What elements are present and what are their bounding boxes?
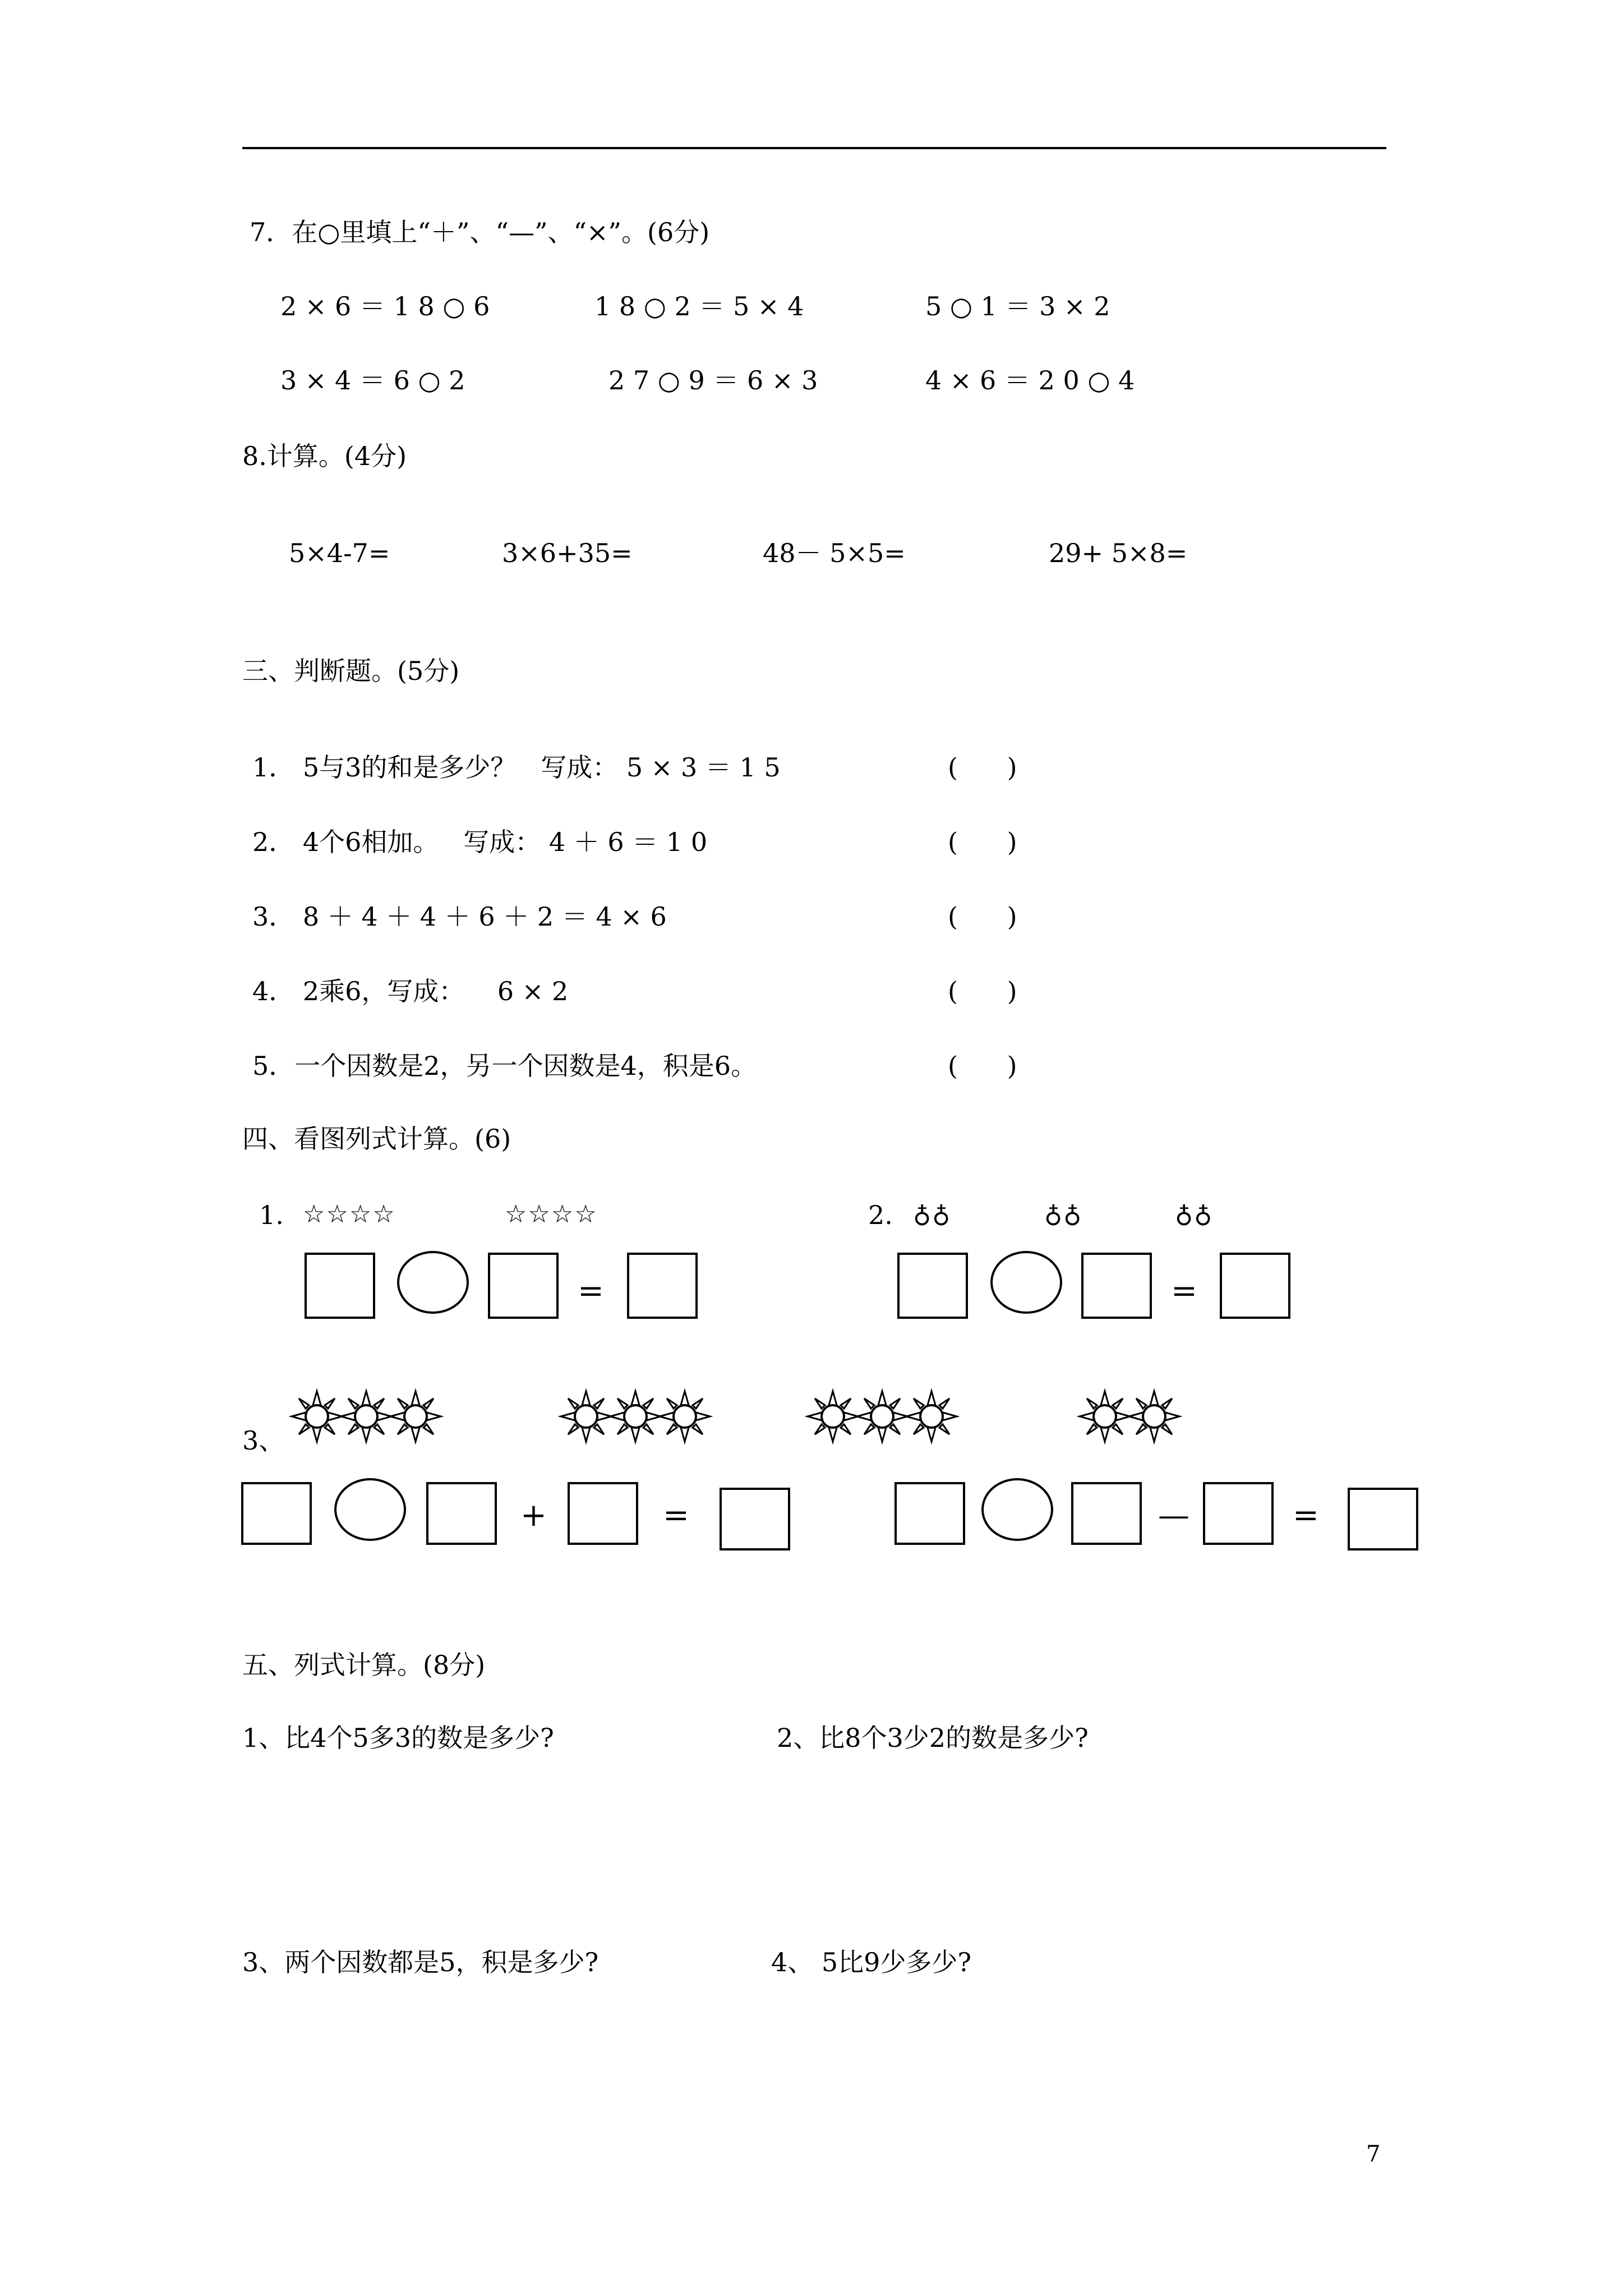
- operator-circle[interactable]: [990, 1251, 1062, 1314]
- sun-icon: [1080, 1391, 1130, 1442]
- pear-group-3: ♁♁: [1175, 1200, 1214, 1228]
- judge-item-1: 1． 5与3的和是多少？ 写成： 5 × 3 ＝ 1 5: [252, 752, 781, 783]
- sun-icon: [660, 1391, 710, 1442]
- equation-7-2: 1 8 ○ 2 ＝ 5 × 4: [594, 291, 804, 321]
- judge-bracket-5: ( ): [948, 1051, 1017, 1081]
- q3-label: 3、: [242, 1425, 285, 1456]
- equation-7-3: 5 ○ 1 ＝ 3 × 2: [925, 291, 1110, 321]
- word-problem-4: 4、 5比9少多少?: [771, 1947, 972, 1977]
- page-number: 7: [1366, 2141, 1381, 2167]
- section8-title: 8.计算。(4分): [242, 441, 407, 471]
- word-problem-2: 2、比8个3少2的数是多少?: [777, 1723, 1089, 1753]
- q2-label: 2.: [868, 1200, 893, 1230]
- answer-box[interactable]: [895, 1482, 965, 1545]
- sun-icon: [561, 1391, 611, 1442]
- judge-item-5: 5．一个因数是2，另一个因数是4，积是6。: [252, 1051, 757, 1081]
- judge-item-4: 4． 2乘6，写成： 6 × 2: [252, 976, 569, 1006]
- sun-group-4: [1080, 1388, 1182, 1444]
- sun-icon: [906, 1391, 957, 1442]
- section7-title: 7．在○里填上“＋”、“—”、“×”。(6分): [250, 217, 710, 247]
- answer-box[interactable]: [488, 1253, 559, 1319]
- answer-box[interactable]: [426, 1482, 497, 1545]
- part3-title: 三、判断题。(5分): [242, 656, 460, 686]
- star-group-1: ☆☆☆☆: [303, 1200, 396, 1228]
- pear-group-1: ♁♁: [913, 1200, 952, 1228]
- word-problem-3: 3、两个因数都是5，积是多少?: [242, 1947, 599, 1977]
- sun-icon: [808, 1391, 858, 1442]
- equation-7-6: 4 × 6 ＝ 2 0 ○ 4: [925, 365, 1135, 395]
- answer-box[interactable]: [627, 1253, 698, 1319]
- equals-sign: =: [663, 1497, 689, 1534]
- operator-circle[interactable]: [981, 1478, 1053, 1541]
- sun-group-2: [561, 1388, 712, 1444]
- answer-box[interactable]: [1071, 1482, 1142, 1545]
- calc-8-3: 48－ 5×5=: [763, 538, 906, 568]
- sun-icon: [857, 1391, 907, 1442]
- judge-bracket-3: ( ): [948, 901, 1017, 932]
- calc-8-2: 3×6+35=: [502, 538, 633, 568]
- answer-box[interactable]: [897, 1253, 968, 1319]
- sun-icon: [390, 1391, 441, 1442]
- part5-title: 五、列式计算。(8分): [242, 1650, 486, 1680]
- sun-group-1: [292, 1388, 443, 1444]
- plus-sign: +: [520, 1497, 547, 1534]
- equals-sign: =: [578, 1273, 604, 1309]
- answer-box[interactable]: [1348, 1488, 1418, 1550]
- sun-icon: [610, 1391, 661, 1442]
- operator-circle[interactable]: [334, 1478, 406, 1541]
- calc-8-1: 5×4-7=: [289, 538, 390, 568]
- equation-7-5: 2 7 ○ 9 ＝ 6 × 3: [608, 365, 818, 395]
- equals-sign: =: [1171, 1273, 1197, 1309]
- judge-bracket-4: ( ): [948, 976, 1017, 1006]
- answer-box[interactable]: [305, 1253, 375, 1319]
- answer-box[interactable]: [568, 1482, 638, 1545]
- answer-box[interactable]: [1220, 1253, 1290, 1319]
- sun-group-3: [808, 1388, 959, 1444]
- operator-circle[interactable]: [397, 1251, 469, 1314]
- equation-7-4: 3 × 4 ＝ 6 ○ 2: [280, 365, 465, 395]
- judge-bracket-1: ( ): [948, 752, 1017, 783]
- q1-label: 1.: [259, 1200, 284, 1230]
- judge-item-3: 3． 8 ＋ 4 ＋ 4 ＋ 6 ＋ 2 ＝ 4 × 6: [252, 901, 667, 932]
- judge-item-2: 2． 4个6相加。 写成： 4 ＋ 6 ＝ 1 0: [252, 827, 708, 857]
- star-group-2: ☆☆☆☆: [505, 1200, 598, 1228]
- answer-box[interactable]: [1081, 1253, 1152, 1319]
- equation-7-1: 2 × 6 ＝ 1 8 ○ 6: [280, 291, 490, 321]
- sun-icon: [292, 1391, 342, 1442]
- answer-box[interactable]: [720, 1488, 790, 1550]
- word-problem-1: 1、比4个5多3的数是多少?: [242, 1723, 554, 1753]
- pear-group-2: ♁♁: [1044, 1200, 1083, 1228]
- calc-8-4: 29+ 5×8=: [1049, 538, 1188, 568]
- answer-box[interactable]: [1203, 1482, 1274, 1545]
- minus-sign: —: [1158, 1497, 1189, 1534]
- sun-icon: [1129, 1391, 1179, 1442]
- equals-sign: =: [1293, 1497, 1319, 1534]
- judge-bracket-2: ( ): [948, 827, 1017, 857]
- part4-title: 四、看图列式计算。(6): [242, 1124, 511, 1154]
- header-rule: [242, 147, 1386, 149]
- sun-icon: [341, 1391, 391, 1442]
- answer-box[interactable]: [241, 1482, 312, 1545]
